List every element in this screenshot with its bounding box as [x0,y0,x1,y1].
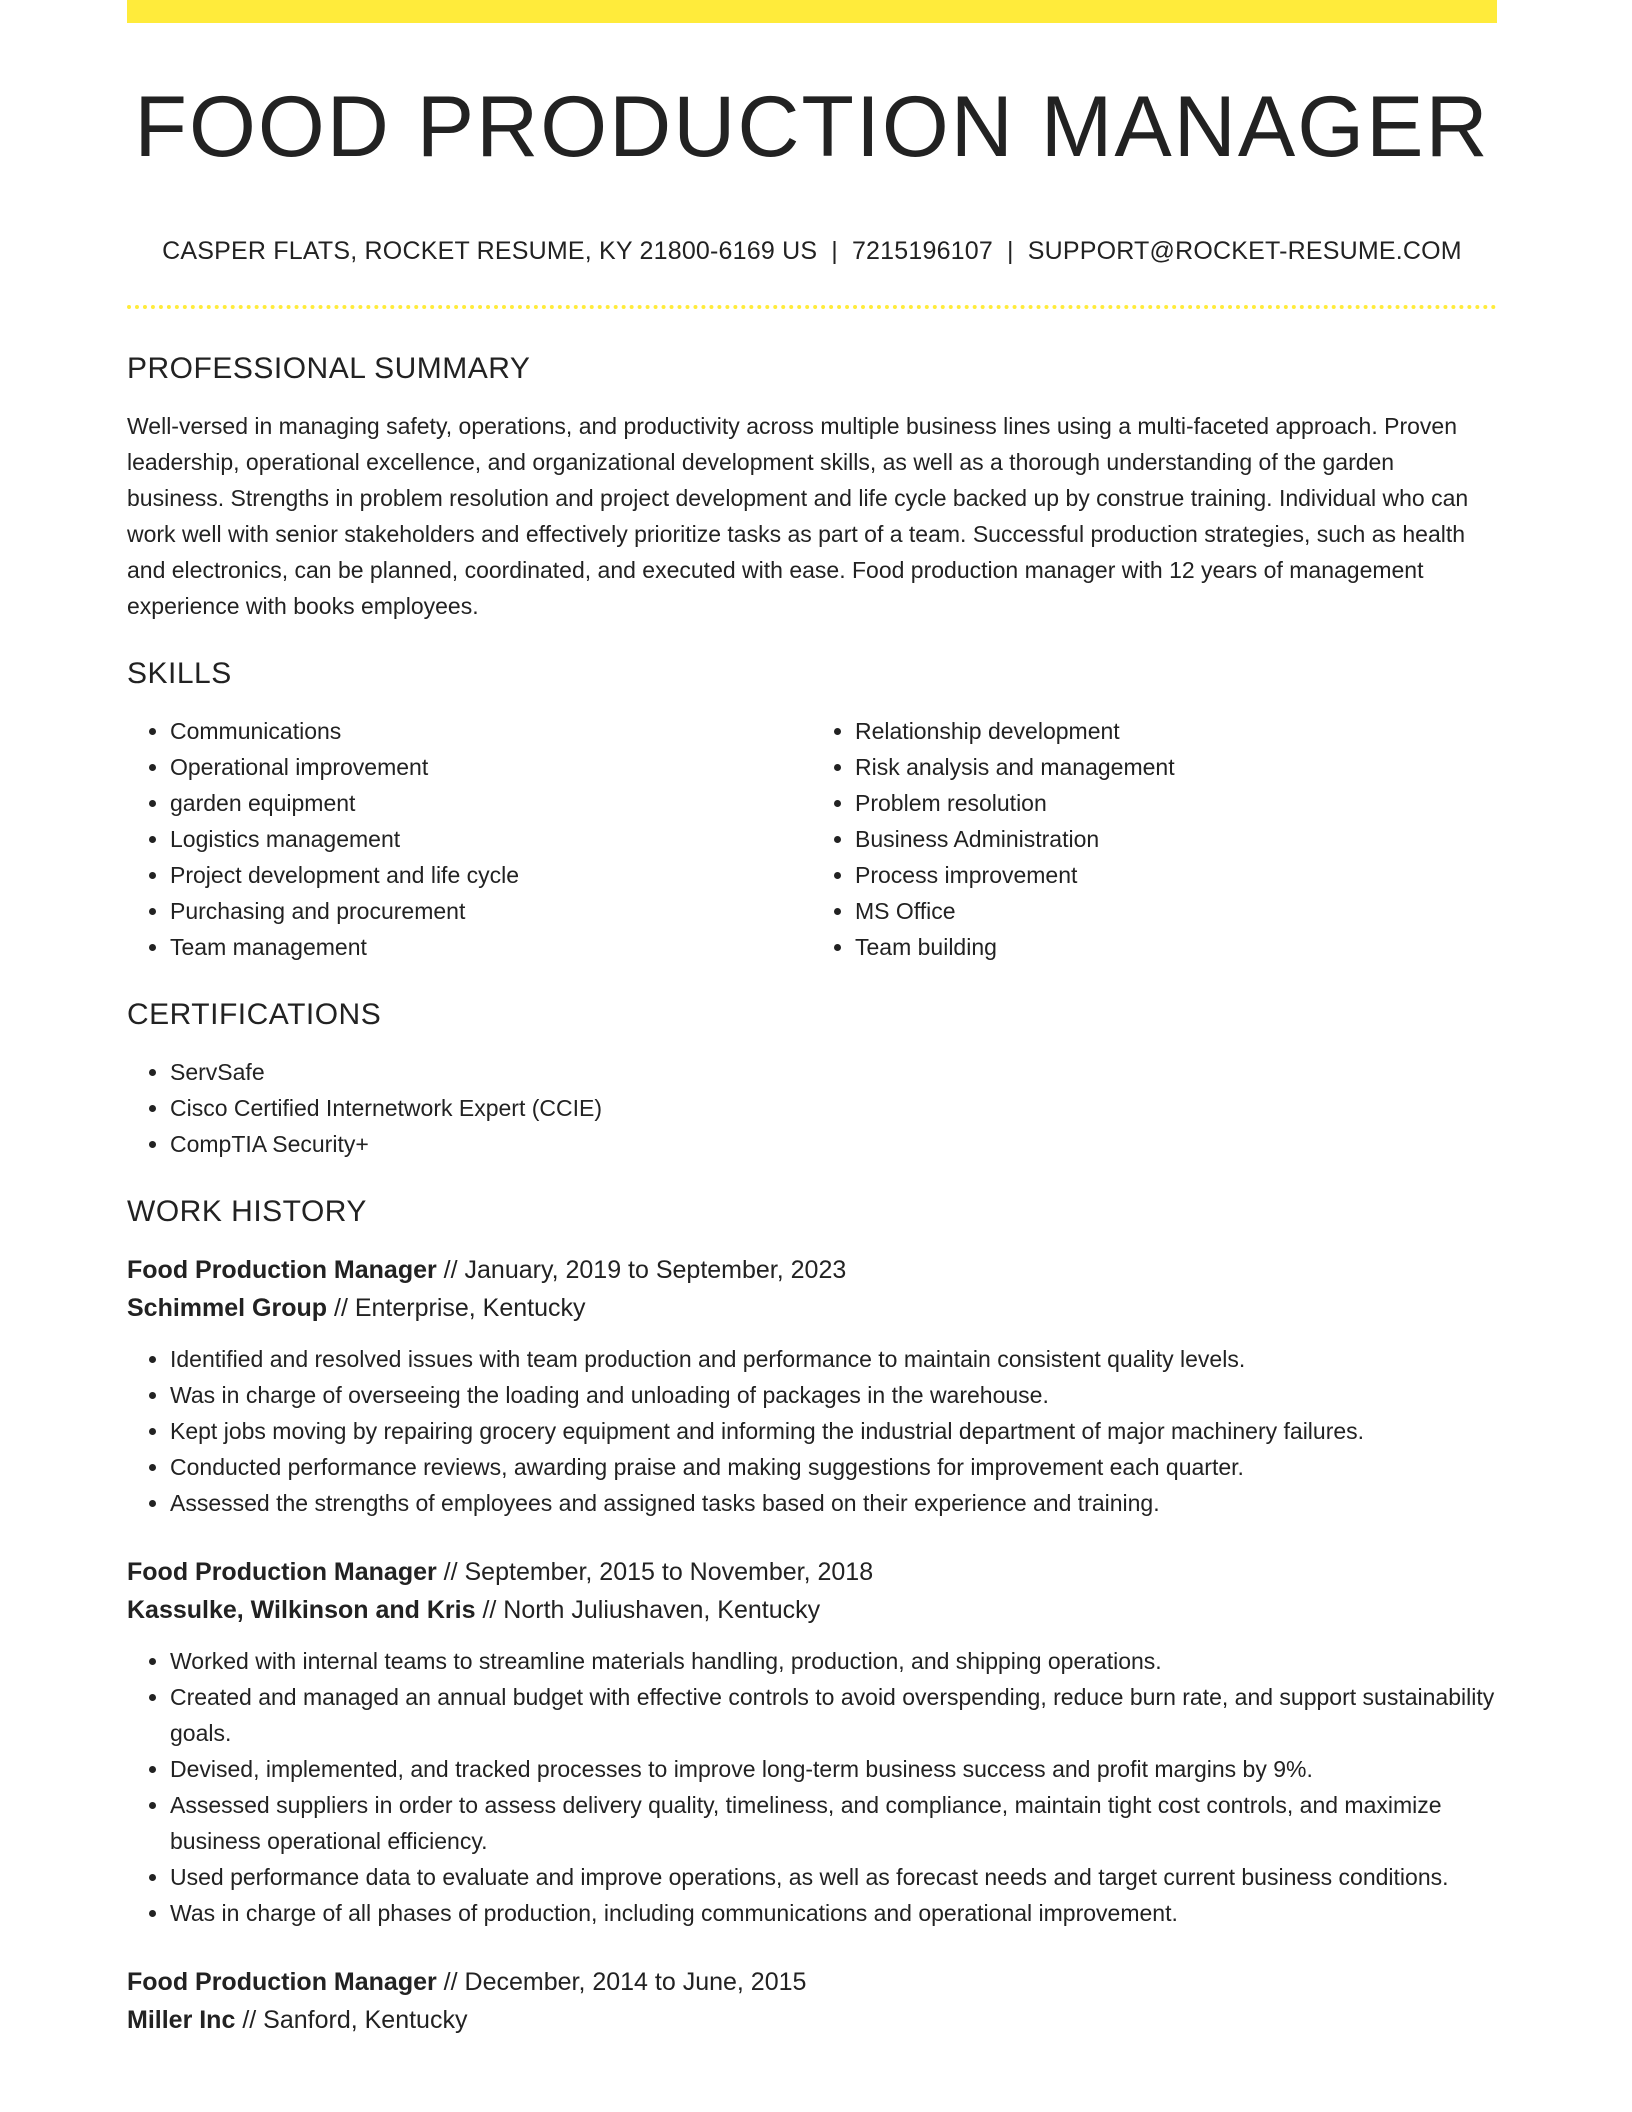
resume-title: FOOD PRODUCTION MANAGER [134,79,1490,175]
job-bullet: • Assessed suppliers in order to assess delivery quality, timeliness, and compliance, maintain tight cost controls, and maximize business operational efficiency. [170,1787,1497,1859]
job-title-line [127,1963,1497,2001]
job-entry [127,1963,1497,2039]
certification-item: • Cisco Certified Internetwork Expert (CCIE) [170,1090,1497,1126]
summary-section [127,352,1497,624]
skill-item: • Purchasing and procurement [170,893,812,929]
job-title: Food Production Manager [127,1968,437,1996]
contact-email: SUPPORT@ROCKET-RESUME.COM [1027,237,1462,265]
skill-item: • garden equipment [170,785,812,821]
job-location: // Enterprise, Kentucky [334,1294,586,1322]
job-company-line [127,1591,1497,1629]
job-company-line [127,2001,1497,2039]
job-company-line [127,1289,1497,1327]
job-bullet: • Used performance data to evaluate and improve operations, as well as forecast needs and target current business conditions. [170,1859,1497,1895]
skill-item: • Team management [170,929,812,965]
contact-phone: 7215196107 [851,237,993,265]
certification-item: • ServSafe [170,1054,1497,1090]
skills-left-list [127,713,812,965]
job-entry [127,1251,1497,1521]
job-dates: // January, 2019 to September, 2023 [443,1256,847,1284]
contact-address: CASPER FLATS, ROCKET RESUME, KY 21800-6169 US [162,237,818,265]
job-location: // North Juliushaven, Kentucky [482,1596,821,1624]
skill-item: • Operational improvement [170,749,812,785]
skills-right-list [812,713,1497,965]
job-company: Kassulke, Wilkinson and Kris [127,1596,476,1624]
section-heading-skills: SKILLS [127,657,232,690]
job-dates: // September, 2015 to November, 2018 [443,1558,874,1586]
job-title-line [127,1251,1497,1289]
job-bullet: • Identified and resolved issues with team production and performance to maintain consistent quality levels. [170,1341,1497,1377]
job-company: Schimmel Group [127,1294,328,1322]
skill-item: • Logistics management [170,821,812,857]
contact-separator: | [831,237,838,265]
job-bullet: • Devised, implemented, and tracked processes to improve long-term business success and profit margins by 9%. [170,1751,1497,1787]
certifications-list [127,1054,1497,1162]
skills-columns [127,713,1497,965]
summary-text: Well-versed in managing safety, operations, and productivity across multiple business lines using a multi-faceted approach. Proven leadership, operational excellence, and organizational development skills, as well as a thorough understanding of the garden business. Strengths in problem resolution and project development and life cycle backed up by construe training. Individual who can work well with senior stakeholders and effectively prioritize tasks as part of a team. Successful production strategies, such as health and electronics, can be planned, coordinated, and executed with ease. Food production manager with 12 years of management experience with books employees. [127,413,1469,619]
job-bullets [127,1643,1497,1931]
job-bullet: • Was in charge of overseeing the loading and unloading of packages in the warehouse. [170,1377,1497,1413]
skill-item: • Team building [855,929,1497,965]
contact-line [127,237,1497,266]
skill-item: • Project development and life cycle [170,857,812,893]
skill-item: • Risk analysis and management [855,749,1497,785]
job-bullets [127,1341,1497,1521]
work-history-section [127,1195,1497,2039]
skills-section [127,657,1497,965]
job-bullet: • Worked with internal teams to streamline materials handling, production, and shipping operations. [170,1643,1497,1679]
skill-item: • Business Administration [855,821,1497,857]
contact-separator: | [1007,237,1014,265]
skill-item: • Communications [170,713,812,749]
job-entry [127,1553,1497,1931]
resume-body [127,352,1497,2071]
top-accent-bar [127,0,1497,23]
skill-item: • Problem resolution [855,785,1497,821]
skill-item: • Relationship development [855,713,1497,749]
skill-item: • Process improvement [855,857,1497,893]
section-heading-work-history: WORK HISTORY [127,1195,367,1228]
job-bullet: • Assessed the strengths of employees and assigned tasks based on their experience and training. [170,1485,1497,1521]
job-company: Miller Inc [127,2006,236,2034]
certifications-section [127,998,1497,1162]
job-location: // Sanford, Kentucky [242,2006,468,2034]
certification-item: • CompTIA Security+ [170,1126,1497,1162]
section-heading-summary: PROFESSIONAL SUMMARY [127,352,531,385]
job-title-line [127,1553,1497,1591]
job-title: Food Production Manager [127,1558,437,1586]
job-bullet: • Created and managed an annual budget with effective controls to avoid overspending, reduce burn rate, and support sustainability goals. [170,1679,1497,1751]
section-heading-certifications: CERTIFICATIONS [127,998,382,1031]
job-title: Food Production Manager [127,1256,437,1284]
dotted-divider [127,305,1497,309]
job-bullet: • Was in charge of all phases of production, including communications and operational improvement. [170,1895,1497,1931]
job-bullet: • Conducted performance reviews, awarding praise and making suggestions for improvement each quarter. [170,1449,1497,1485]
skill-item: • MS Office [855,893,1497,929]
job-bullet: • Kept jobs moving by repairing grocery equipment and informing the industrial department of major machinery failures. [170,1413,1497,1449]
job-dates: // December, 2014 to June, 2015 [443,1968,807,1996]
